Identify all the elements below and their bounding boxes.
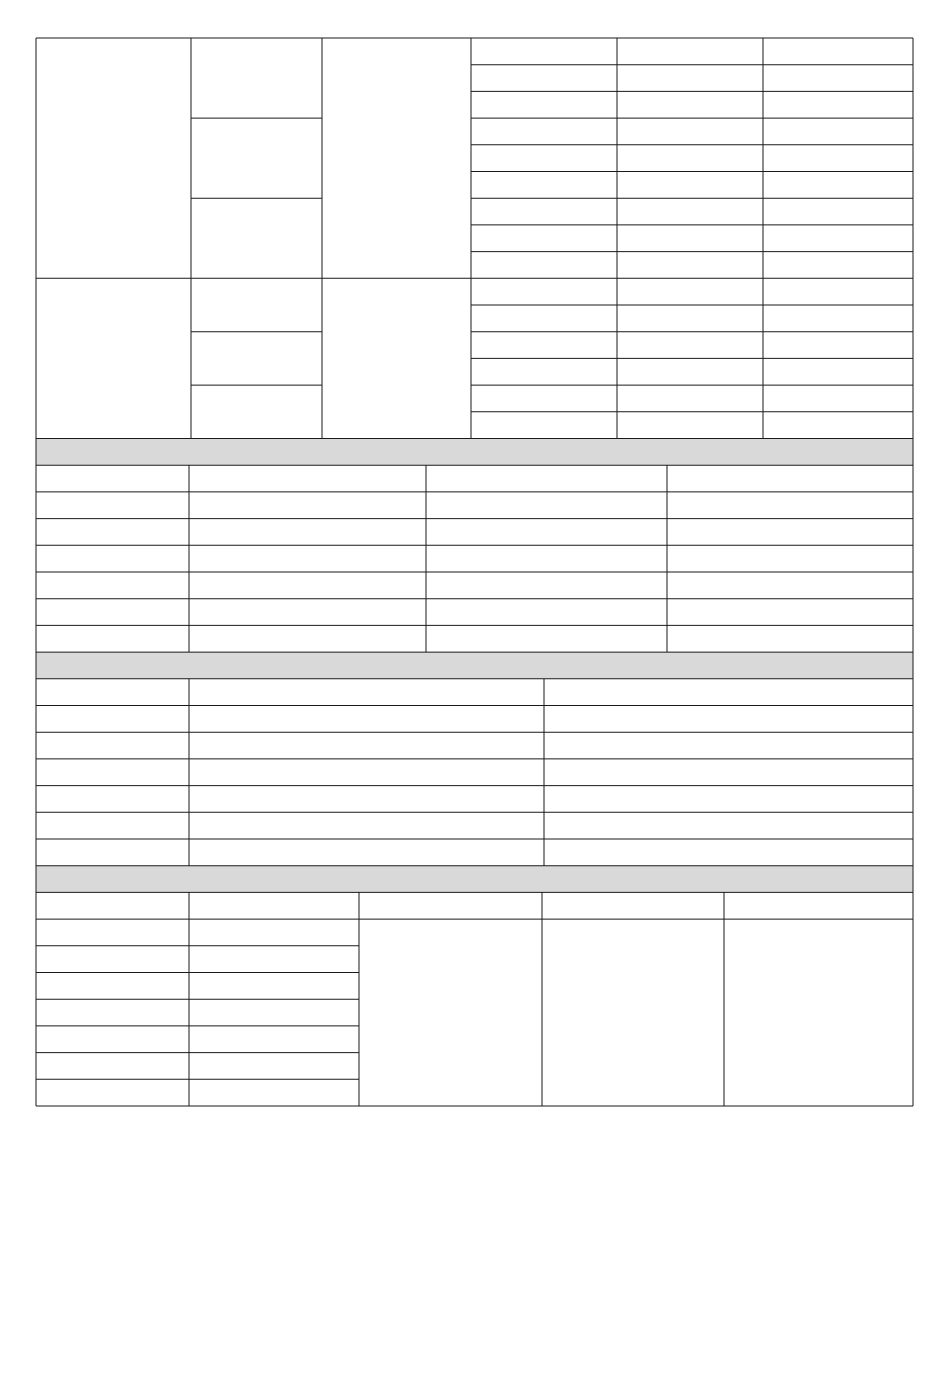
section-band-4	[36, 866, 913, 893]
section-band-3	[36, 652, 913, 679]
section-band-2	[36, 439, 913, 466]
